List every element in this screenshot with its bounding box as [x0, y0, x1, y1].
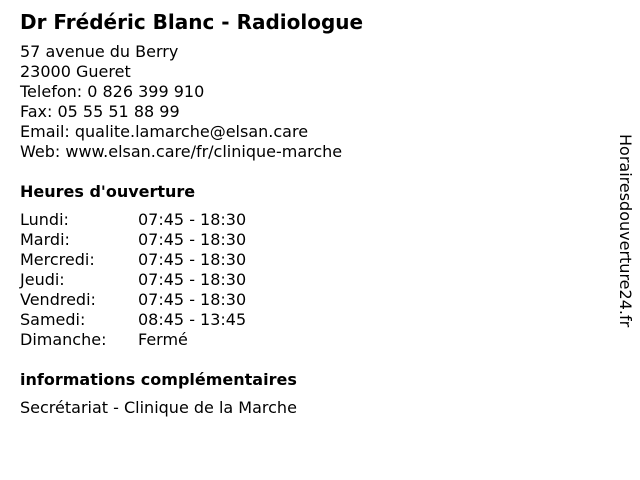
day-hours: 08:45 - 13:45 — [138, 310, 247, 329]
additional-info-text: Secrétariat - Clinique de la Marche — [20, 398, 297, 417]
day-label: Samedi: — [20, 310, 86, 329]
hours-row-wednesday — [20, 250, 246, 270]
fax-number: Fax: 05 55 51 88 99 — [20, 102, 180, 121]
day-hours: Fermé — [138, 330, 188, 349]
phone-number: Telefon: 0 826 399 910 — [20, 82, 205, 101]
hours-row-friday — [20, 290, 246, 310]
page-title: Dr Frédéric Blanc - Radiologue — [20, 10, 364, 34]
address-line-1: 57 avenue du Berry — [20, 42, 179, 61]
day-hours: 07:45 - 18:30 — [138, 250, 247, 269]
hours-row-sunday — [20, 330, 246, 350]
day-hours: 07:45 - 18:30 — [138, 270, 247, 289]
business-card — [20, 10, 600, 418]
vertical-brand-label: Horairesdouverture24.fr — [616, 134, 635, 328]
day-hours: 07:45 - 18:30 — [138, 290, 247, 309]
hours-row-saturday — [20, 310, 246, 330]
email-address: Email: qualite.lamarche@elsan.care — [20, 122, 309, 141]
day-label: Jeudi: — [20, 270, 65, 289]
hours-row-tuesday — [20, 230, 246, 250]
day-hours: 07:45 - 18:30 — [138, 210, 247, 229]
additional-info-heading: informations complémentaires — [20, 370, 297, 389]
day-label: Mercredi: — [20, 250, 95, 269]
contact-block — [20, 42, 600, 162]
day-label: Vendredi: — [20, 290, 96, 309]
hours-row-monday — [20, 210, 246, 230]
day-label: Lundi: — [20, 210, 69, 229]
address-line-2: 23000 Gueret — [20, 62, 131, 81]
opening-hours-table — [20, 210, 246, 350]
website-address: Web: www.elsan.care/fr/clinique-marche — [20, 142, 343, 161]
hours-row-thursday — [20, 270, 246, 290]
day-label: Dimanche: — [20, 330, 107, 349]
day-label: Mardi: — [20, 230, 70, 249]
day-hours: 07:45 - 18:30 — [138, 230, 247, 249]
opening-hours-heading: Heures d'ouverture — [20, 182, 196, 201]
